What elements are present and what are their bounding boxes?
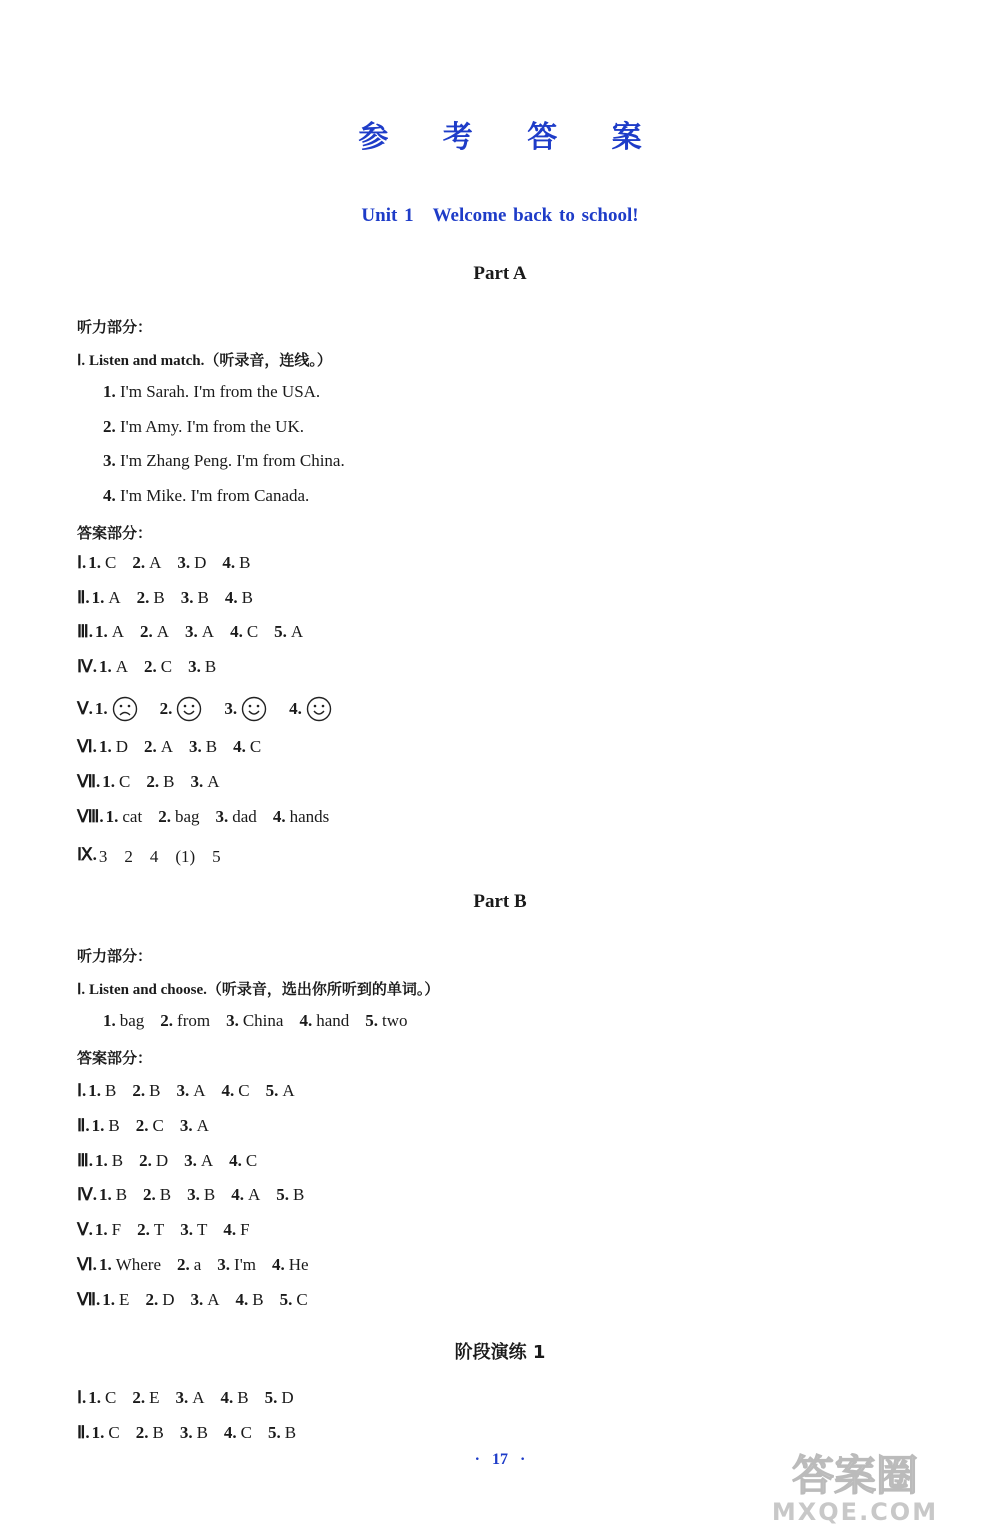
roman-numeral: Ⅶ. — [77, 1289, 101, 1309]
listening-sentence — [103, 417, 304, 437]
answer-item — [144, 737, 173, 757]
item-number: 1. — [102, 772, 116, 791]
part-a-heading: Part A — [473, 263, 527, 284]
item-answer: Where — [115, 1255, 161, 1274]
item-answer: B — [149, 1081, 161, 1100]
item-answer: 3 2 4 (1) 5 — [98, 847, 221, 866]
instruction-zh: （听录音，连线。） — [204, 351, 332, 369]
item-answer: B — [111, 1150, 124, 1170]
item-answer: from — [177, 1011, 211, 1030]
item-answer: C — [240, 1422, 252, 1442]
answer-item — [233, 737, 261, 757]
roman-numeral: Ⅰ. — [77, 553, 87, 572]
part-a-answer-label: 答案部分： — [77, 524, 153, 542]
roman-numeral: Ⅸ. — [77, 844, 97, 864]
watermark-bottom: MXQE.COM — [771, 1498, 939, 1526]
instruction-roman: Ⅰ. — [77, 353, 86, 369]
item-number: 4. — [230, 622, 243, 641]
item-answer: A — [201, 622, 215, 641]
answer-item — [272, 1255, 309, 1275]
item-number: 1. — [94, 1150, 108, 1170]
answer-item — [176, 1388, 205, 1408]
item-number: 4. — [222, 553, 236, 572]
item-answer: A — [108, 588, 121, 607]
item-number: 4. — [220, 1388, 234, 1407]
answer-item — [225, 588, 253, 608]
item-number: 2. — [135, 1422, 149, 1442]
item-answer: F — [240, 1220, 250, 1240]
item-number: 1. — [94, 699, 108, 718]
item-answer: B — [252, 1289, 264, 1309]
part-b-answer-label: 答案部分： — [77, 1049, 153, 1067]
item-number: 1. — [91, 588, 105, 607]
item-answer: F — [111, 1220, 122, 1240]
item-answer: A — [192, 1388, 205, 1407]
item-answer: dad — [232, 807, 257, 826]
item-number: 5. — [279, 1289, 293, 1309]
answer-row — [77, 1185, 320, 1205]
answer-row — [77, 772, 236, 792]
answer-row — [77, 553, 267, 573]
item-answer: D — [115, 737, 128, 756]
answer-item — [137, 1220, 164, 1240]
answer-item — [188, 657, 216, 677]
sentence-text: I'm Amy. I'm from the UK. — [120, 416, 304, 436]
answer-item — [184, 1151, 213, 1171]
item-number: 4. — [223, 1422, 237, 1442]
item-number: 5. — [365, 1011, 378, 1030]
answer-item — [99, 1185, 127, 1205]
item-number: 4. — [221, 1081, 235, 1100]
item-number: 4. — [231, 1185, 244, 1205]
answer-item — [160, 696, 203, 722]
item-number: 3. — [188, 657, 201, 676]
answer-row — [77, 657, 232, 677]
item-number: 2. — [146, 772, 160, 791]
item-number: 2. — [132, 1388, 146, 1407]
instruction-en: Listen and match. — [88, 353, 205, 369]
answer-item — [190, 1290, 219, 1310]
item-answer: B — [152, 1422, 164, 1442]
answer-row — [77, 1116, 225, 1136]
item-number: 1. — [88, 1081, 102, 1100]
item-answer: cat — [122, 807, 143, 826]
answer-item — [268, 1423, 296, 1443]
answer-item — [190, 772, 219, 792]
answer-item — [99, 1255, 161, 1275]
item-number: 4. — [272, 1255, 285, 1274]
answer-row — [77, 588, 269, 608]
item-number: 1. — [98, 737, 112, 756]
item-number: 3. — [184, 1150, 197, 1170]
answer-row — [77, 1290, 324, 1310]
item-answer: C — [245, 1150, 258, 1170]
item-answer: hands — [289, 807, 330, 826]
roman-numeral: Ⅳ. — [77, 657, 97, 676]
answer-item — [265, 1388, 294, 1408]
item-number: 3. — [185, 622, 198, 641]
item-number: 3. — [224, 699, 238, 718]
answer-item — [144, 657, 172, 677]
item-answer: D — [281, 1388, 294, 1407]
item-answer: hand — [316, 1011, 350, 1030]
item-number: 3. — [175, 1388, 189, 1407]
answer-item — [224, 696, 267, 722]
roman-numeral: Ⅶ. — [77, 772, 101, 791]
item-number: 4. — [229, 1150, 242, 1170]
answer-item — [158, 807, 199, 827]
answer-item — [180, 1220, 207, 1240]
answer-item — [273, 807, 329, 827]
item-answer: B — [115, 1185, 128, 1205]
answer-item — [99, 657, 128, 677]
part-a-instruction — [77, 349, 332, 370]
answer-item — [221, 1388, 249, 1408]
answer-row — [77, 842, 221, 867]
answer-item — [132, 1081, 160, 1101]
item-number: 2. — [132, 553, 146, 572]
item-answer: B — [196, 1422, 208, 1442]
answer-item — [181, 588, 209, 608]
item-answer: C — [119, 772, 131, 791]
item-number: 1. — [98, 1185, 112, 1205]
item-number: 2. — [158, 807, 171, 826]
item-answer: A — [207, 1289, 220, 1309]
watermark-top: 答案圈 — [791, 1451, 919, 1500]
item-number: 2. — [132, 1081, 146, 1100]
item-answer: B — [293, 1185, 305, 1205]
sentence-text: I'm Sarah. I'm from the USA. — [120, 382, 321, 401]
item-answer: B — [159, 1185, 172, 1205]
part-b-words — [103, 1011, 424, 1031]
page-title: 参 考 答 案 — [358, 120, 664, 155]
item-number: 3. — [179, 1422, 193, 1442]
instruction-roman: Ⅰ. — [77, 982, 86, 998]
item-answer: B — [237, 1388, 249, 1407]
item-number: 3. — [177, 553, 191, 572]
answer-item — [187, 1185, 215, 1205]
item-number: 4. — [272, 807, 286, 826]
item-number: 1. — [98, 1255, 112, 1274]
item-number: 5. — [268, 1422, 281, 1442]
roman-numeral: Ⅰ. — [77, 1388, 87, 1407]
answer-item — [92, 1423, 120, 1443]
answer-item — [177, 1255, 201, 1275]
item-number: 3. — [179, 1115, 193, 1135]
smile-face-icon — [306, 696, 332, 722]
item-number: 2. — [143, 737, 157, 756]
answer-item — [145, 1290, 174, 1310]
item-number: 2. — [137, 1220, 150, 1240]
answer-item — [136, 1116, 164, 1136]
answer-item — [143, 1185, 171, 1205]
answer-row — [77, 1151, 273, 1171]
roman-numeral: Ⅱ. — [77, 1115, 90, 1135]
item-number: 4. — [235, 1289, 249, 1309]
roman-numeral: Ⅴ. — [77, 699, 93, 718]
page-number: · 17 · — [474, 1451, 526, 1468]
item-answer: A — [200, 1150, 214, 1170]
item-answer: D — [155, 1150, 169, 1170]
item-number: 3. — [215, 807, 229, 826]
item-answer: two — [382, 1011, 408, 1030]
answer-item — [146, 772, 174, 792]
answer-item — [180, 1423, 208, 1443]
answer-item — [189, 737, 217, 757]
roman-numeral: Ⅴ. — [77, 1220, 93, 1240]
roman-numeral: Ⅵ. — [77, 737, 97, 756]
item-answer: B — [284, 1422, 297, 1442]
item-number: 3. — [176, 1081, 190, 1100]
answer-item — [289, 696, 332, 722]
item-answer: B — [239, 553, 251, 572]
roman-numeral: Ⅱ. — [77, 1422, 90, 1442]
item-answer: A — [156, 622, 170, 641]
answer-item — [185, 622, 214, 642]
item-answer: A — [115, 657, 128, 676]
item-answer: C — [108, 1422, 120, 1442]
item-answer: A — [207, 772, 220, 791]
answer-item — [95, 622, 124, 642]
answer-item — [223, 1220, 249, 1240]
answer-row — [77, 696, 354, 722]
sentence-text: I'm Zhang Peng. I'm from China. — [120, 451, 345, 470]
item-answer: E — [119, 1289, 130, 1309]
item-number: 1. — [91, 1422, 105, 1442]
item-number: 5. — [274, 622, 287, 641]
listening-sentence — [103, 486, 309, 506]
item-answer: B — [163, 772, 175, 791]
item-answer: C — [160, 657, 173, 676]
answer-item — [132, 1388, 159, 1408]
answer-item — [176, 1081, 205, 1101]
item-number: 3. — [217, 1255, 231, 1274]
item-answer: B — [153, 588, 165, 607]
answer-item — [95, 1151, 123, 1171]
sentence-number: 1. — [103, 382, 120, 401]
item-answer: A — [111, 622, 125, 641]
item-answer: T — [153, 1220, 165, 1240]
smile-face-icon — [241, 696, 267, 722]
smile-face-icon — [176, 696, 202, 722]
answer-row — [77, 1220, 266, 1240]
item-answer: B — [105, 1081, 117, 1100]
item-number: 2. — [140, 622, 153, 641]
answer-item — [236, 1290, 264, 1310]
item-number: 1. — [94, 1220, 108, 1240]
item-answer: A — [247, 1185, 261, 1205]
item-answer: C — [246, 622, 259, 641]
sentence-number: 2. — [103, 416, 120, 436]
answer-item — [229, 1151, 257, 1171]
item-number: 1. — [105, 807, 119, 826]
item-answer: A — [290, 622, 304, 641]
answer-item — [88, 553, 116, 573]
item-number: 1. — [91, 1115, 105, 1135]
item-number: 2. — [143, 1185, 156, 1205]
answer-item — [102, 772, 130, 792]
word-item — [226, 1011, 283, 1031]
instruction-zh: （听录音，选出你所听到的单词。） — [206, 980, 440, 998]
answer-item — [222, 553, 250, 573]
answer-row — [77, 1388, 310, 1408]
answer-row — [77, 807, 345, 827]
item-answer: C — [238, 1081, 250, 1100]
sentence-number: 4. — [103, 485, 120, 505]
answer-item — [180, 1116, 209, 1136]
item-answer: B — [204, 657, 217, 676]
answer-item — [266, 1081, 295, 1101]
answer-item — [92, 1116, 120, 1136]
roman-numeral: Ⅲ. — [77, 622, 93, 641]
item-number: 1. — [102, 1289, 116, 1309]
item-answer: B — [241, 588, 253, 607]
answer-item — [139, 1151, 168, 1171]
part-b-instruction — [77, 978, 439, 999]
item-number: 3. — [190, 772, 204, 791]
item-answer: A — [282, 1081, 295, 1100]
item-number: 3. — [187, 1185, 200, 1205]
item-answer: B — [205, 737, 218, 756]
answer-item — [221, 1081, 249, 1101]
listening-sentence — [103, 382, 320, 402]
item-number: 4. — [233, 737, 246, 756]
item-answer: bag — [174, 807, 200, 826]
word-item — [365, 1011, 407, 1031]
item-number: 3. — [180, 588, 194, 607]
instruction-en: Listen and choose. — [88, 982, 207, 998]
item-answer: A — [196, 1115, 209, 1135]
item-number: 3. — [189, 737, 202, 756]
roman-numeral: Ⅰ. — [77, 1081, 87, 1100]
answer-item — [217, 1255, 256, 1275]
answer-item — [106, 807, 143, 827]
answer-item — [231, 1185, 260, 1205]
item-answer: I'm — [234, 1255, 256, 1274]
item-number: 3. — [180, 1220, 193, 1240]
item-number: 5. — [264, 1388, 278, 1407]
word-item — [103, 1011, 144, 1031]
answer-item — [99, 737, 128, 757]
answer-row — [77, 1081, 311, 1101]
answer-item — [136, 1423, 164, 1443]
answer-item — [276, 1185, 304, 1205]
answer-row — [77, 737, 277, 757]
item-number: 4. — [299, 1011, 313, 1030]
answer-item — [216, 807, 257, 827]
item-number: 3. — [190, 1289, 204, 1309]
answer-item — [95, 1220, 121, 1240]
answer-item — [230, 622, 258, 642]
answer-item — [88, 1081, 116, 1101]
stage-heading: 阶段演练 1 — [454, 1342, 546, 1363]
answer-item — [274, 622, 303, 642]
answer-item — [102, 1290, 129, 1310]
item-answer: China — [242, 1011, 284, 1030]
item-answer: A — [149, 553, 162, 572]
unit-title: Unit 1 Welcome back to school! — [361, 205, 639, 226]
item-answer: He — [288, 1255, 309, 1274]
item-number: 2. — [135, 1115, 149, 1135]
sad-face-icon — [112, 696, 138, 722]
item-number: 4. — [224, 588, 238, 607]
item-answer: C — [105, 553, 117, 572]
item-answer: B — [197, 588, 209, 607]
answer-item — [95, 696, 138, 722]
answer-item — [88, 1388, 116, 1408]
item-answer: D — [194, 553, 207, 572]
item-number: 4. — [223, 1220, 237, 1240]
item-answer: A — [160, 737, 173, 756]
item-answer: D — [162, 1289, 175, 1309]
part-b-heading: Part B — [473, 891, 527, 912]
item-answer: C — [105, 1388, 117, 1407]
item-number: 3. — [226, 1011, 239, 1030]
answer-item — [92, 588, 121, 608]
item-answer: a — [193, 1255, 202, 1274]
item-answer: C — [296, 1289, 308, 1309]
item-number: 1. — [103, 1011, 116, 1030]
item-number: 2. — [177, 1255, 190, 1274]
item-number: 1. — [88, 553, 102, 572]
item-number: 2. — [160, 1011, 174, 1030]
answer-row — [77, 622, 319, 642]
item-number: 4. — [289, 699, 302, 718]
sentence-number: 3. — [103, 451, 120, 470]
sentence-text: I'm Mike. I'm from Canada. — [120, 485, 310, 505]
item-answer: C — [249, 737, 262, 756]
roman-numeral: Ⅵ. — [77, 1255, 97, 1274]
item-answer: C — [152, 1115, 164, 1135]
item-number: 2. — [136, 588, 150, 607]
item-number: 2. — [143, 657, 157, 676]
part-a-listening-label: 听力部分： — [77, 318, 153, 336]
roman-numeral: Ⅳ. — [77, 1185, 97, 1205]
item-number: 2. — [145, 1289, 159, 1309]
roman-numeral: Ⅱ. — [77, 588, 90, 607]
item-answer: T — [197, 1220, 208, 1240]
item-number: 1. — [94, 622, 108, 641]
answer-row — [77, 1423, 312, 1443]
item-number: 1. — [98, 657, 112, 676]
item-answer: A — [193, 1081, 206, 1100]
item-number: 5. — [276, 1185, 290, 1205]
item-number: 2. — [159, 699, 173, 718]
item-number: 1. — [88, 1388, 102, 1407]
word-item — [160, 1011, 210, 1031]
watermark-logo — [720, 1444, 990, 1526]
answer-item — [280, 1290, 308, 1310]
answer-item — [132, 553, 161, 573]
part-b-listening-label: 听力部分： — [77, 947, 153, 965]
item-answer: E — [149, 1388, 160, 1407]
item-number: 2. — [139, 1150, 152, 1170]
roman-numeral: Ⅷ. — [77, 807, 104, 826]
item-answer: bag — [119, 1011, 145, 1030]
answer-item — [224, 1423, 252, 1443]
answer-row — [77, 1255, 325, 1275]
answer-item — [177, 553, 206, 573]
answer-item — [137, 588, 165, 608]
item-answer: B — [108, 1115, 120, 1135]
listening-sentence — [103, 451, 345, 471]
item-number: 5. — [265, 1081, 279, 1100]
answer-item — [140, 622, 169, 642]
item-answer: B — [203, 1185, 216, 1205]
roman-numeral: Ⅲ. — [77, 1150, 93, 1170]
word-item — [299, 1011, 349, 1031]
